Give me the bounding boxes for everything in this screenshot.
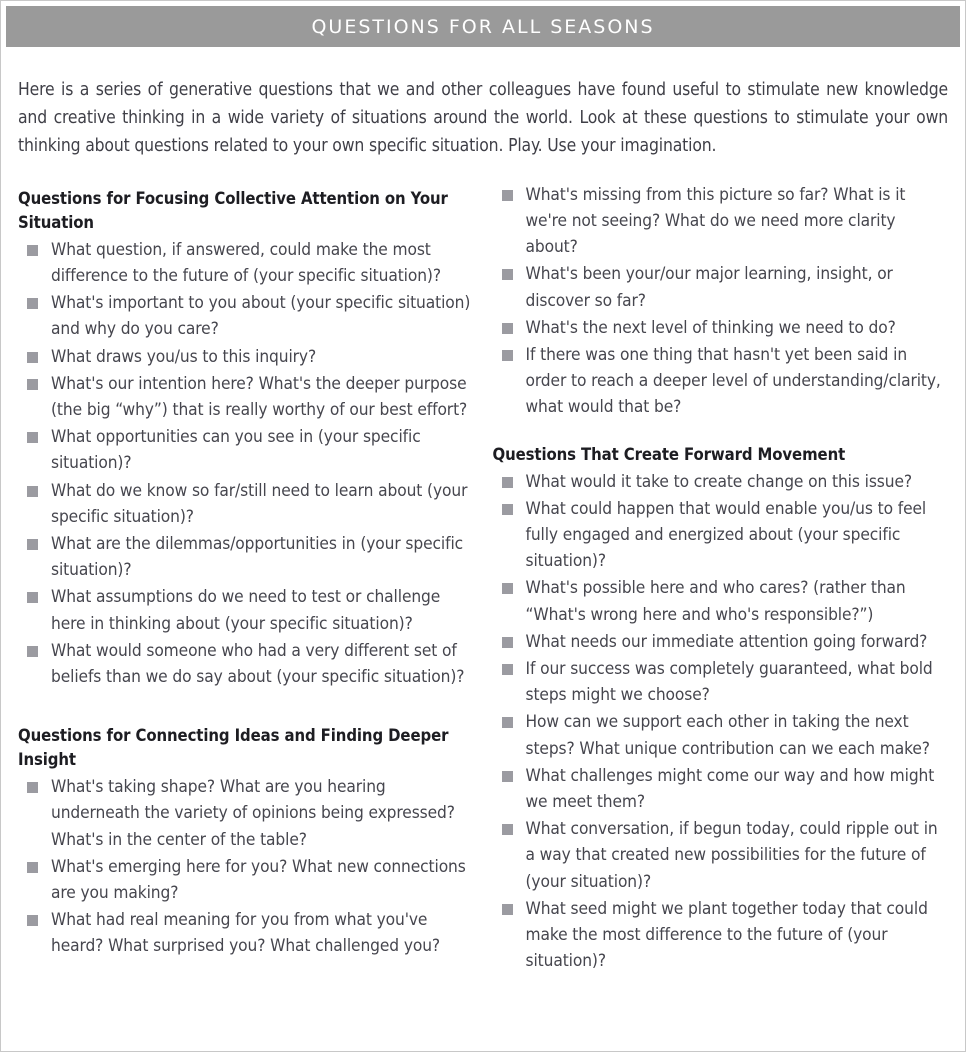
question-text: What's been your/our major learning, insight, or discover so far? [525, 264, 893, 311]
list-item [493, 709, 952, 761]
question-text: What would it take to create change on this issue? [525, 471, 912, 492]
question-text: What seed might we plant together today that could make the most difference to the future of (your situation)? [525, 898, 928, 972]
square-bullet-icon [27, 592, 38, 603]
question-text: What's our intention here? What's the deeper purpose (the big “why”) that is really worthy of our best effort? [51, 373, 468, 420]
question-text: What's missing from this picture so far? What is it we're not seeing? What do we need more clarity about? [525, 184, 906, 258]
square-bullet-icon [27, 298, 38, 309]
list-item [18, 584, 477, 636]
square-bullet-icon [502, 477, 513, 488]
right-column [493, 182, 952, 976]
section-heading-connecting-ideas: Questions for Connecting Ideas and Finding Deeper Insight [18, 726, 449, 770]
square-bullet-icon [502, 190, 513, 201]
square-bullet-icon [502, 269, 513, 280]
question-text: What would someone who had a very different set of beliefs than we do say about (your specific situation)? [51, 640, 465, 688]
list-item [18, 478, 477, 530]
question-text: What conversation, if begun today, could ripple out in a way that created new possibilities for the future of (your situation)? [525, 819, 938, 892]
list-item [18, 531, 477, 583]
question-text: What's emerging here for you? What new connections are you making? [51, 856, 466, 904]
square-bullet-icon [502, 350, 513, 361]
list-item [18, 638, 477, 690]
square-bullet-icon [27, 862, 38, 873]
question-text: What could happen that would enable you/us to feel fully engaged and energized about (your specific situation)? [525, 498, 927, 572]
section-heading-focusing-collective-attention: Questions for Focusing Collective Attention on Your Situation [18, 188, 448, 232]
question-text: If there was one thing that hasn't yet been said in order to reach a deeper level of understanding/clarity, what would that be? [525, 345, 941, 418]
list-item [18, 774, 477, 853]
question-text: What's taking shape? What are you hearing underneath the variety of opinions being expressed? What's in the center of the table? [51, 777, 455, 850]
square-bullet-icon [27, 352, 38, 363]
square-bullet-icon [27, 486, 38, 497]
page-title: QUESTIONS FOR ALL SEASONS [311, 15, 655, 38]
question-text: What draws you/us to this inquiry? [51, 346, 317, 367]
list-item [493, 469, 952, 495]
question-text: If our success was completely guaranteed, what bold steps might we choose? [525, 659, 933, 706]
list-item [493, 182, 952, 261]
list-item [18, 237, 477, 289]
question-list-forward-movement [493, 469, 952, 975]
question-text: What assumptions do we need to test or challenge here in thinking about (your specific situation)? [51, 587, 441, 634]
square-bullet-icon [27, 646, 38, 657]
question-text: What's the next level of thinking we need to do? [525, 317, 896, 338]
question-text: What challenges might come our way and how might we meet them? [525, 765, 935, 813]
list-item [18, 344, 477, 370]
question-list-focusing-collective-attention [18, 237, 477, 690]
square-bullet-icon [27, 432, 38, 443]
list-item [18, 907, 477, 959]
question-list-connecting-ideas [18, 774, 477, 959]
question-text: What's important to you about (your specific situation) and why do you care? [51, 293, 471, 340]
list-item [493, 261, 952, 313]
two-column-layout [6, 182, 960, 976]
left-column [18, 182, 493, 976]
question-text: What opportunities can you see in (your specific situation)? [51, 427, 421, 474]
question-list-focusing-continued [493, 182, 952, 421]
square-bullet-icon [502, 323, 513, 334]
document-title-bar [6, 6, 960, 47]
section-spacer [493, 422, 952, 438]
question-text: What had real meaning for you from what you've heard? What surprised you? What challenged you? [51, 910, 441, 957]
question-text: What's possible here and who cares? (rather than “What's wrong here and who's responsible?”) [525, 578, 906, 625]
list-item [493, 763, 952, 815]
square-bullet-icon [27, 782, 38, 793]
list-item [18, 290, 477, 342]
square-bullet-icon [27, 245, 38, 256]
square-bullet-icon [502, 583, 513, 594]
question-text: How can we support each other in taking the next steps? What unique contribution can we each make? [525, 712, 930, 759]
square-bullet-icon [27, 915, 38, 926]
square-bullet-icon [502, 637, 513, 648]
list-item [493, 816, 952, 895]
square-bullet-icon [502, 717, 513, 728]
list-item [493, 342, 952, 421]
question-text: What needs our immediate attention going forward? [525, 631, 928, 652]
question-text: What do we know so far/still need to learn about (your specific situation)? [51, 480, 468, 527]
section-heading-forward-movement: Questions That Create Forward Movement [492, 444, 846, 464]
square-bullet-icon [502, 904, 513, 915]
list-item [493, 656, 952, 708]
square-bullet-icon [27, 379, 38, 390]
list-item [493, 496, 952, 575]
list-item [18, 371, 477, 423]
intro-paragraph: Here is a series of generative questions that we and other colleagues have found useful to stimulate new knowledge and creative thinking in a wide variety of situations around the world. Look at these questions to stimulate your own thinking about questions related to your own specific situation. Play. Use your imagination. [18, 80, 948, 157]
square-bullet-icon [502, 824, 513, 835]
square-bullet-icon [27, 539, 38, 550]
list-item [493, 629, 952, 655]
list-item [493, 896, 952, 975]
list-item [18, 424, 477, 476]
list-item [18, 854, 477, 906]
square-bullet-icon [502, 771, 513, 782]
list-item [493, 315, 952, 341]
square-bullet-icon [502, 504, 513, 515]
square-bullet-icon [502, 664, 513, 675]
question-text: What question, if answered, could make the most difference to the future of (your specific situation)? [51, 239, 441, 286]
list-item [493, 575, 952, 627]
question-text: What are the dilemmas/opportunities in (your specific situation)? [51, 534, 464, 581]
